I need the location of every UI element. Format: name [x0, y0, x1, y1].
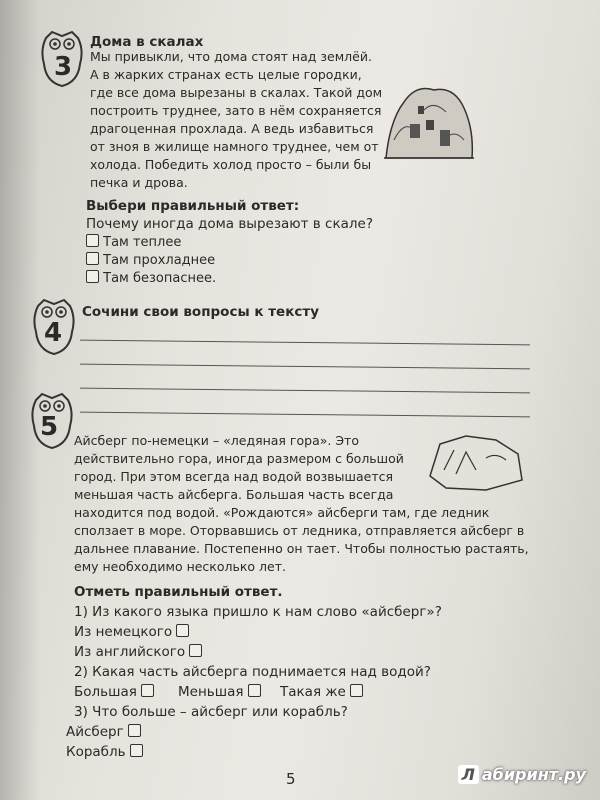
text-line: А в жарких странах есть целые городки, — [90, 67, 362, 82]
task5-q1-option-2[interactable]: Из английского — [74, 644, 202, 660]
task4-title: Сочини свои вопросы к тексту — [82, 304, 320, 320]
text-line: сползает в море. Оторвавшись от ледника, отправляется айсберг в — [74, 523, 525, 538]
task5-question-1: 1) Из какого языка пришло к нам слово «айсберг»? — [74, 604, 442, 620]
text-line: ему необходимо несколько лет. — [74, 559, 286, 574]
task3-option-2[interactable]: Там прохладнее — [86, 252, 215, 268]
checkbox[interactable] — [86, 270, 99, 283]
checkbox[interactable] — [86, 234, 99, 247]
text-line: меньшая часть айсберга. Большая часть всегда — [74, 487, 394, 502]
task3-question: Почему иногда дома вырезают в скале? — [86, 216, 374, 232]
task3-option-1[interactable]: Там теплее — [86, 234, 181, 250]
answer-line-4[interactable] — [80, 412, 530, 418]
checkbox[interactable] — [130, 744, 143, 757]
task-number-5: 5 — [40, 412, 59, 442]
text-line: Мы привыкли, что дома стоят над землёй. — [90, 49, 372, 64]
answer-line-3[interactable] — [80, 388, 530, 394]
text-line: действительно гора, иногда размером с большой — [74, 451, 404, 466]
text-line: город. При этом всегда над водой возвышается — [74, 469, 393, 484]
task5-text — [74, 432, 529, 576]
text-line: дальнее плавание. Постепенно он тает. Чтобы полностью растаять, — [74, 541, 529, 556]
checkbox[interactable] — [189, 644, 202, 657]
text-line: построить труднее, зато в нём сохраняется — [90, 103, 382, 118]
task3-option-3[interactable]: Там безопаснее. — [86, 270, 216, 286]
task-number-3: 3 — [54, 52, 73, 82]
text-line: находится под водой. «Рождаются» айсберги там, где ледник — [74, 505, 490, 520]
checkbox[interactable] — [248, 684, 261, 697]
task5-instruction: Отметь правильный ответ. — [74, 584, 283, 600]
text-line: печка и дрова. — [90, 175, 188, 190]
task3-instruction: Выбери правильный ответ: — [86, 198, 300, 214]
watermark — [458, 765, 586, 784]
text-line: где все дома вырезаны в скалах. Такой дом — [90, 85, 383, 100]
task5-q2-option-1[interactable]: Большая — [74, 684, 154, 700]
checkbox[interactable] — [350, 684, 363, 697]
task5-q1-option-1[interactable]: Из немецкого — [74, 624, 189, 640]
text-line: драгоценная прохлада. А ведь избавиться — [90, 121, 374, 136]
checkbox[interactable] — [176, 624, 189, 637]
task5-question-3: 3) Что больше – айсберг или корабль? — [74, 704, 348, 720]
answer-line-1[interactable] — [80, 340, 530, 346]
checkbox[interactable] — [141, 684, 154, 697]
task5-question-2: 2) Какая часть айсберга поднимается над водой? — [74, 664, 431, 680]
rock-houses-illustration — [384, 80, 474, 160]
watermark-text: абиринт.ру — [481, 765, 586, 784]
watermark-logo: Л — [458, 765, 479, 784]
checkbox[interactable] — [128, 724, 141, 737]
task3-text — [90, 48, 382, 192]
task5-q2-option-3[interactable]: Такая же — [280, 684, 363, 700]
task5-q3-option-1[interactable]: Айсберг — [66, 724, 141, 740]
task5-q2-option-2[interactable]: Меньшая — [178, 684, 261, 700]
task5-q3-option-2[interactable]: Корабль — [66, 744, 143, 760]
page-number: 5 — [286, 770, 296, 788]
text-line: от зноя в жилище намного труднее, чем от — [90, 139, 379, 154]
checkbox[interactable] — [86, 252, 99, 265]
task3-title: Дома в скалах — [90, 34, 204, 50]
text-line: Айсберг по-немецки – «ледяная гора». Это — [74, 433, 359, 448]
answer-line-2[interactable] — [80, 364, 530, 370]
task-number-4: 4 — [44, 318, 63, 348]
text-line: холода. Победить холод просто – были бы — [90, 157, 372, 172]
